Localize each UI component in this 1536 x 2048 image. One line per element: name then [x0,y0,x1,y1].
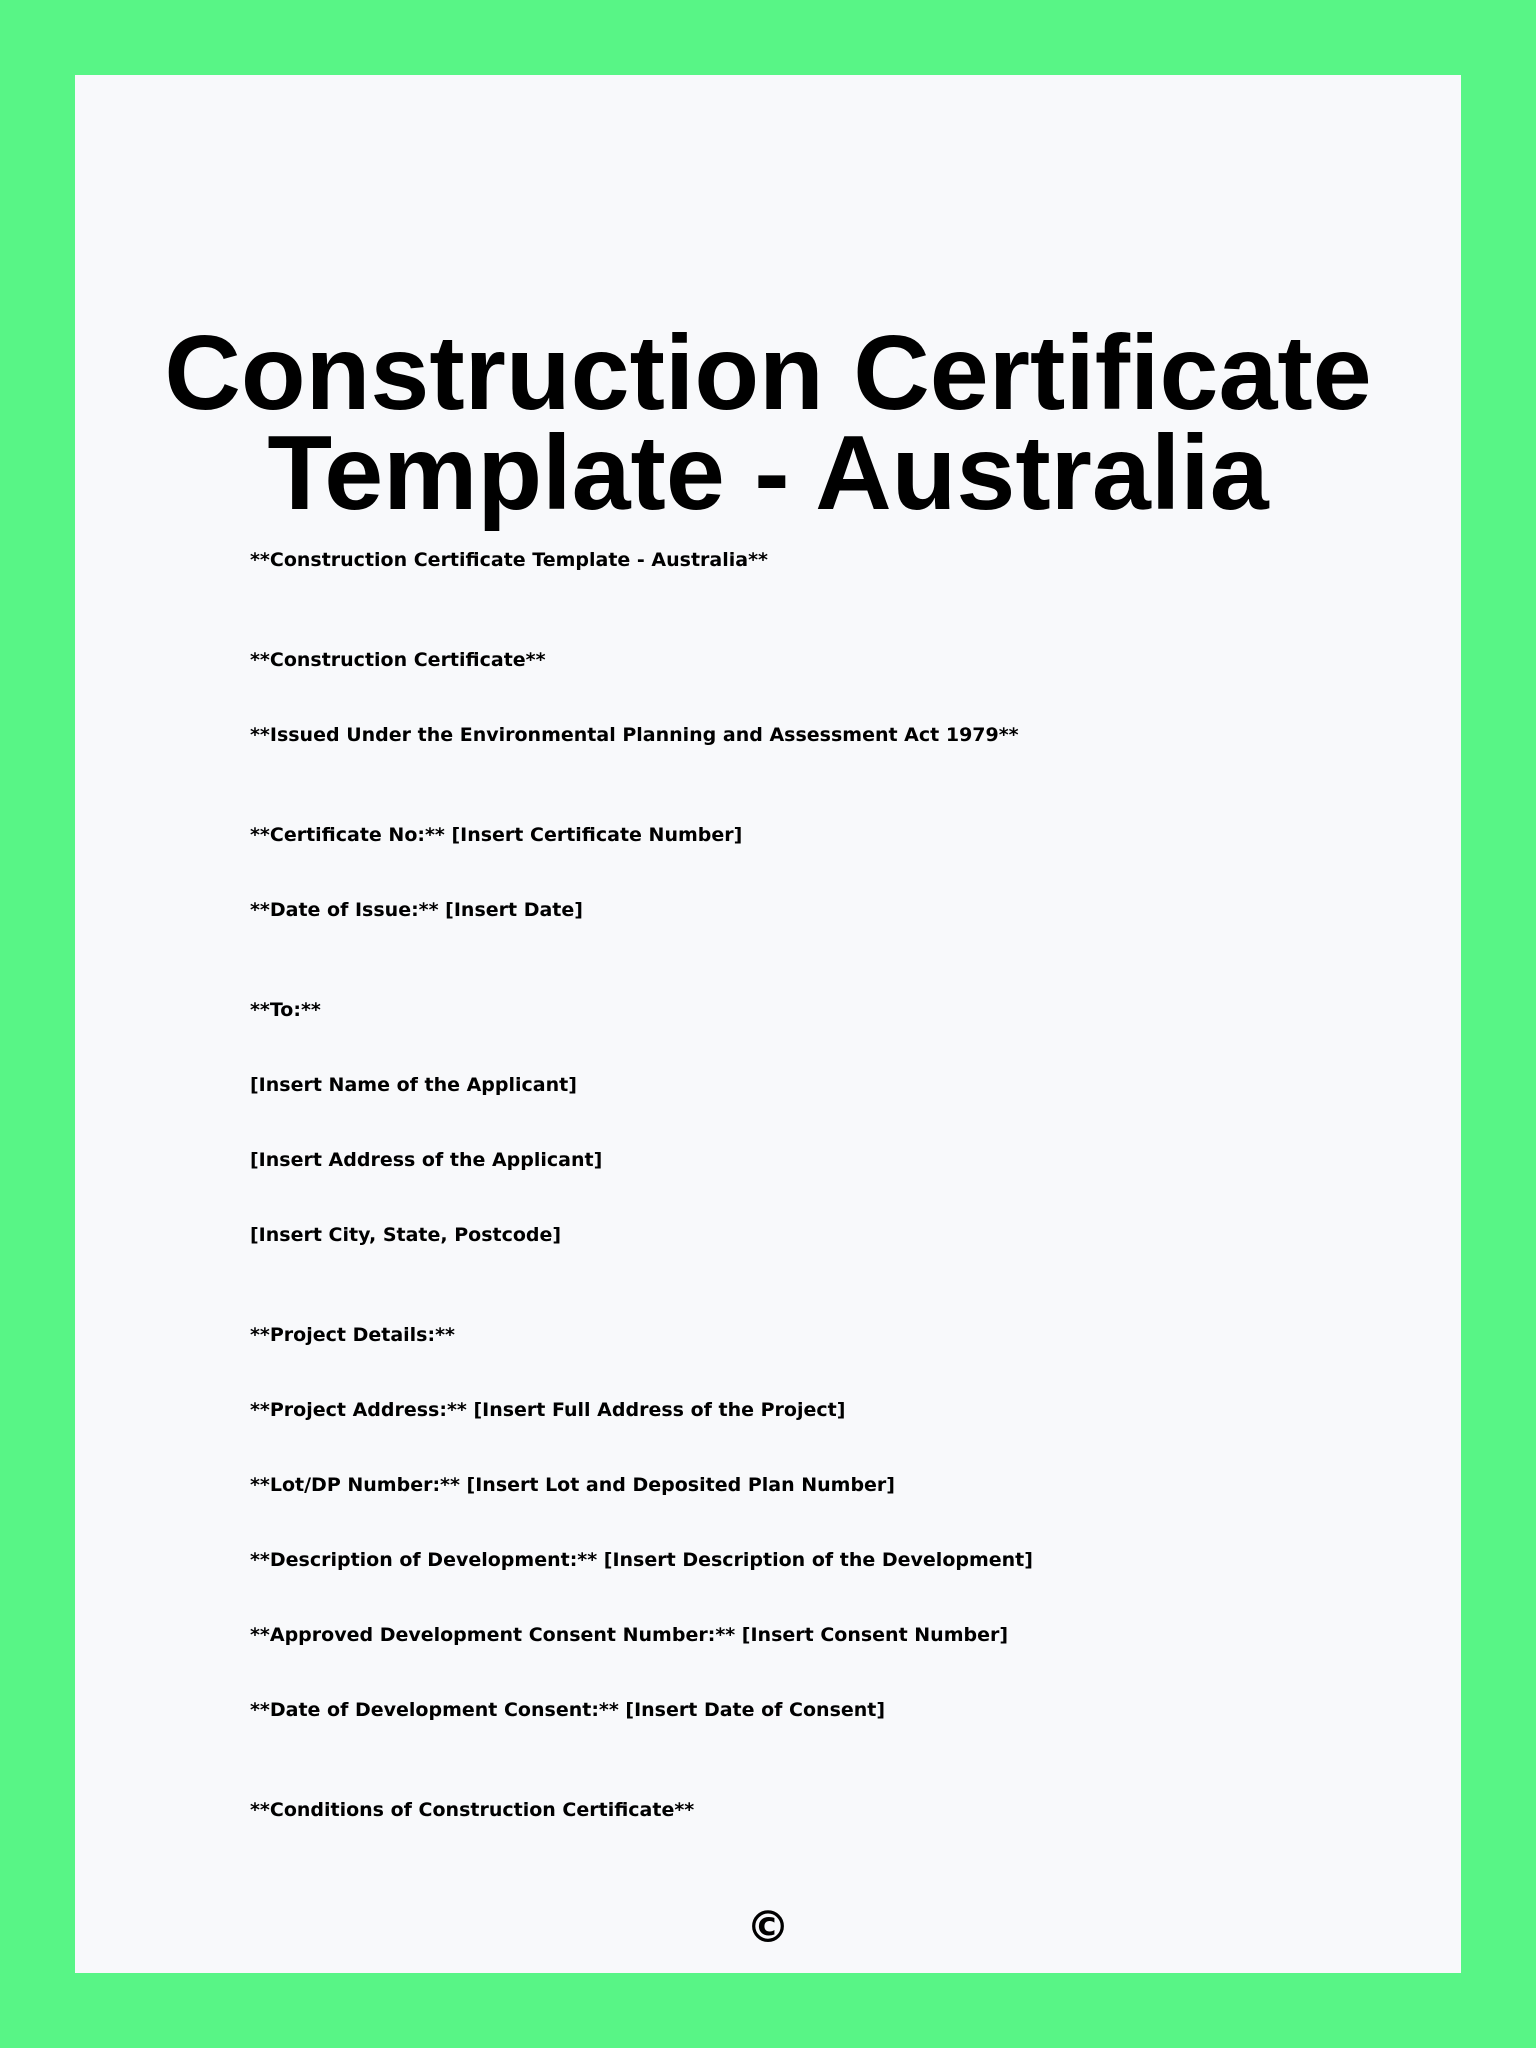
consent-number-line: **Approved Development Consent Number:** [Insert Consent Number] [250,1624,1009,1646]
lot-dp-number-line: **Lot/DP Number:** [Insert Lot and Deposited Plan Number] [250,1474,895,1496]
certificate-heading: **Construction Certificate** [250,649,546,671]
date-of-issue-line: **Date of Issue:** [Insert Date] [250,899,583,921]
applicant-city-line: [Insert City, State, Postcode] [250,1224,562,1246]
project-details-heading: **Project Details:** [250,1324,455,1346]
conditions-heading: **Conditions of Construction Certificate** [250,1799,695,1821]
document-page [75,75,1461,1973]
document-title-line-2: Template - Australia [267,414,1269,532]
applicant-name-line: [Insert Name of the Applicant] [250,1074,577,1096]
copyright-icon: © [746,1902,790,1953]
to-heading: **To:** [250,999,321,1021]
document-title [75,314,1461,532]
applicant-address-line: [Insert Address of the Applicant] [250,1149,603,1171]
template-heading: **Construction Certificate Template - Australia** [250,549,768,571]
document-title-line-1: Construction Certificate [164,314,1372,432]
issued-under-line: **Issued Under the Environmental Planning and Assessment Act 1979** [250,724,1019,746]
project-address-line: **Project Address:** [Insert Full Address of the Project] [250,1399,846,1421]
certificate-number-line: **Certificate No:** [Insert Certificate Number] [250,824,743,846]
development-description-line: **Description of Development:** [Insert Description of the Development] [250,1549,1033,1571]
consent-date-line: **Date of Development Consent:** [Insert Date of Consent] [250,1699,886,1721]
